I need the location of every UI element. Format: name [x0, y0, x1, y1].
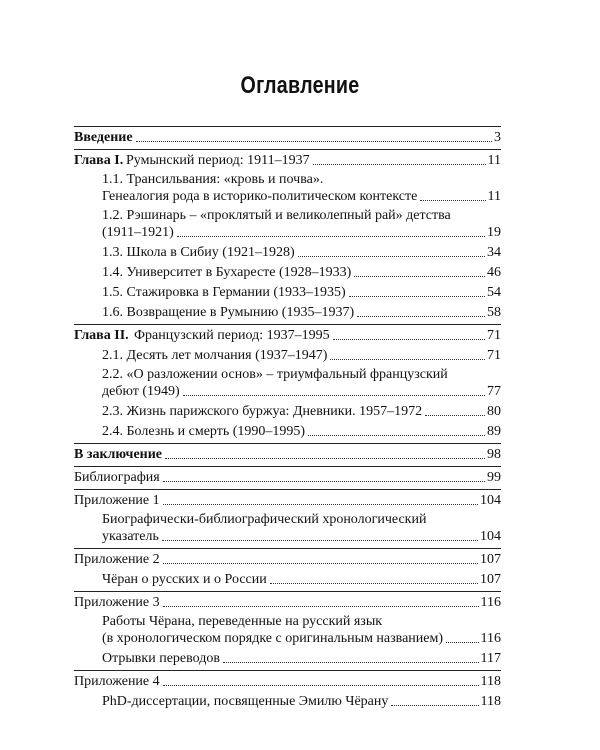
entry-title: Работы Чёрана, переведенные на русский язык: [102, 614, 383, 629]
dot-leader: [425, 415, 485, 416]
dot-leader: [308, 435, 485, 436]
divider: [74, 548, 501, 549]
divider: [74, 466, 501, 467]
divider: [74, 489, 501, 490]
dot-leader: [223, 662, 479, 663]
entry-title: 1.1. Трансильвания: «кровь и почва».: [102, 172, 324, 187]
divider: [74, 443, 501, 444]
dot-leader: [357, 316, 485, 317]
toc-entry-bibliography[interactable]: [74, 469, 501, 486]
page-number: 118: [480, 674, 501, 689]
page-number: 116: [480, 595, 501, 610]
dot-leader: [136, 141, 492, 142]
entry-title: 2.2. «О разложении основ» – триумфальный французский: [102, 367, 448, 382]
toc-entry-appendix-3-item-1[interactable]: [74, 614, 501, 647]
page-title: Оглавление: [240, 72, 360, 99]
dot-leader: [183, 395, 485, 396]
page-number: 107: [480, 552, 501, 567]
entry-title: 2.3. Жизнь парижского буржуа: Дневники. 1957–1972: [102, 404, 423, 419]
divider: [74, 591, 501, 592]
page-number: 71: [487, 348, 501, 363]
entry-title-cont: дебют (1949): [102, 384, 180, 399]
toc-entry-1-3[interactable]: [74, 244, 501, 261]
entry-title: 1.4. Университет в Бухаресте (1928–1933): [102, 265, 352, 280]
entry-title-cont: (1911–1921): [102, 225, 174, 240]
page-number: 98: [487, 447, 501, 462]
page-number: 3: [494, 130, 501, 145]
entry-title: 1.2. Рэшинарь – «проклятый и великолепный рай» детства: [102, 208, 451, 223]
toc-entry-intro[interactable]: [74, 129, 501, 146]
page-number: 11: [487, 189, 501, 204]
entry-title-cont: указатель: [102, 529, 159, 544]
chapter-label: Глава II.: [74, 328, 129, 343]
entry-title: 2.1. Десять лет молчания (1937–1947): [102, 348, 328, 363]
entry-title: Румынский период: 1911–1937: [126, 153, 310, 168]
dot-leader: [391, 705, 478, 706]
page-number: 77: [487, 384, 501, 399]
divider: [74, 670, 501, 671]
dot-leader: [313, 164, 486, 165]
dot-leader: [333, 339, 485, 340]
dot-leader: [420, 200, 485, 201]
entry-title: Приложение 2: [74, 552, 160, 567]
page-number: 104: [480, 529, 501, 544]
toc-entry-1-6[interactable]: [74, 304, 501, 321]
page-number: 116: [480, 631, 501, 646]
entry-title: Чёран о русских и о России: [102, 572, 267, 587]
toc-entry-2-1[interactable]: [74, 347, 501, 364]
entry-title-cont: Генеалогия рода в историко-политическом контексте: [102, 189, 418, 204]
page-number: 107: [480, 572, 501, 587]
entry-title: Отрывки переводов: [102, 651, 220, 666]
entry-title: Французский период: 1937–1995: [134, 328, 330, 343]
entry-title: Введение: [74, 130, 133, 145]
dot-leader: [446, 642, 478, 643]
dot-leader: [163, 606, 479, 607]
dot-leader: [349, 296, 485, 297]
toc-entry-appendix-4-item[interactable]: [74, 693, 501, 710]
divider: [74, 324, 501, 325]
divider: [74, 126, 501, 127]
toc-entry-2-4[interactable]: [74, 423, 501, 440]
entry-title: Биографически-библиографический хронологический: [102, 512, 427, 527]
entry-title: 1.6. Возвращение в Румынию (1935–1937): [102, 305, 355, 320]
dot-leader: [163, 504, 478, 505]
divider: [74, 149, 501, 150]
page-number: 19: [487, 225, 501, 240]
dot-leader: [163, 563, 478, 564]
dot-leader: [298, 256, 485, 257]
dot-leader: [163, 685, 479, 686]
entry-title: 1.5. Стажировка в Германии (1933–1935): [102, 285, 346, 300]
page-number: 46: [487, 265, 501, 280]
entry-title: Приложение 4: [74, 674, 160, 689]
toc-entry-1-4[interactable]: [74, 264, 501, 281]
entry-title: Библиография: [74, 470, 160, 485]
toc-entry-1-1[interactable]: [74, 172, 501, 205]
toc-entry-chapter-2[interactable]: [74, 327, 501, 344]
page-number: 58: [487, 305, 501, 320]
page-number: 80: [487, 404, 501, 419]
entry-title: 2.4. Болезнь и смерть (1990–1995): [102, 424, 306, 439]
page-number: 118: [480, 694, 501, 709]
toc-entry-appendix-2-item[interactable]: [74, 571, 501, 588]
dot-leader: [354, 276, 485, 277]
dot-leader: [162, 540, 478, 541]
page-number: 71: [487, 328, 501, 343]
toc-entry-chapter-1[interactable]: [74, 152, 501, 169]
page-number: 34: [487, 245, 501, 260]
dot-leader: [163, 481, 485, 482]
dot-leader: [330, 359, 485, 360]
entry-title: Приложение 1: [74, 493, 160, 508]
toc-entry-appendix-1-item[interactable]: [74, 512, 501, 545]
toc-entry-2-3[interactable]: [74, 403, 501, 420]
page-number: 117: [480, 651, 501, 666]
entry-title: 1.3. Школа в Сибиу (1921–1928): [102, 245, 295, 260]
dot-leader: [270, 583, 478, 584]
entry-title: PhD-диссертации, посвященные Эмилю Чёрану: [102, 694, 389, 709]
dot-leader: [177, 236, 485, 237]
page-number: 54: [487, 285, 501, 300]
toc-entry-appendix-1[interactable]: [74, 492, 501, 509]
toc-entry-appendix-4[interactable]: [74, 673, 501, 690]
toc-entry-appendix-2[interactable]: [74, 551, 501, 568]
toc-entry-appendix-3[interactable]: [74, 594, 501, 611]
page-number: 99: [487, 470, 501, 485]
toc-entry-1-5[interactable]: [74, 284, 501, 301]
toc-entry-2-2[interactable]: [74, 367, 501, 400]
toc-entry-conclusion[interactable]: [74, 446, 501, 463]
chapter-label: Глава I.: [74, 153, 124, 168]
page-number: 104: [480, 493, 501, 508]
entry-title: Приложение 3: [74, 595, 160, 610]
entry-title-cont: (в хронологическом порядке с оригинальным названием): [102, 631, 444, 646]
toc-entry-appendix-3-item-2[interactable]: [74, 650, 501, 667]
table-of-contents: [74, 124, 501, 713]
entry-title: В заключение: [74, 447, 163, 462]
dot-leader: [165, 458, 485, 459]
toc-entry-1-2[interactable]: [74, 208, 501, 241]
page-number: 11: [487, 153, 501, 168]
page-number: 89: [487, 424, 501, 439]
